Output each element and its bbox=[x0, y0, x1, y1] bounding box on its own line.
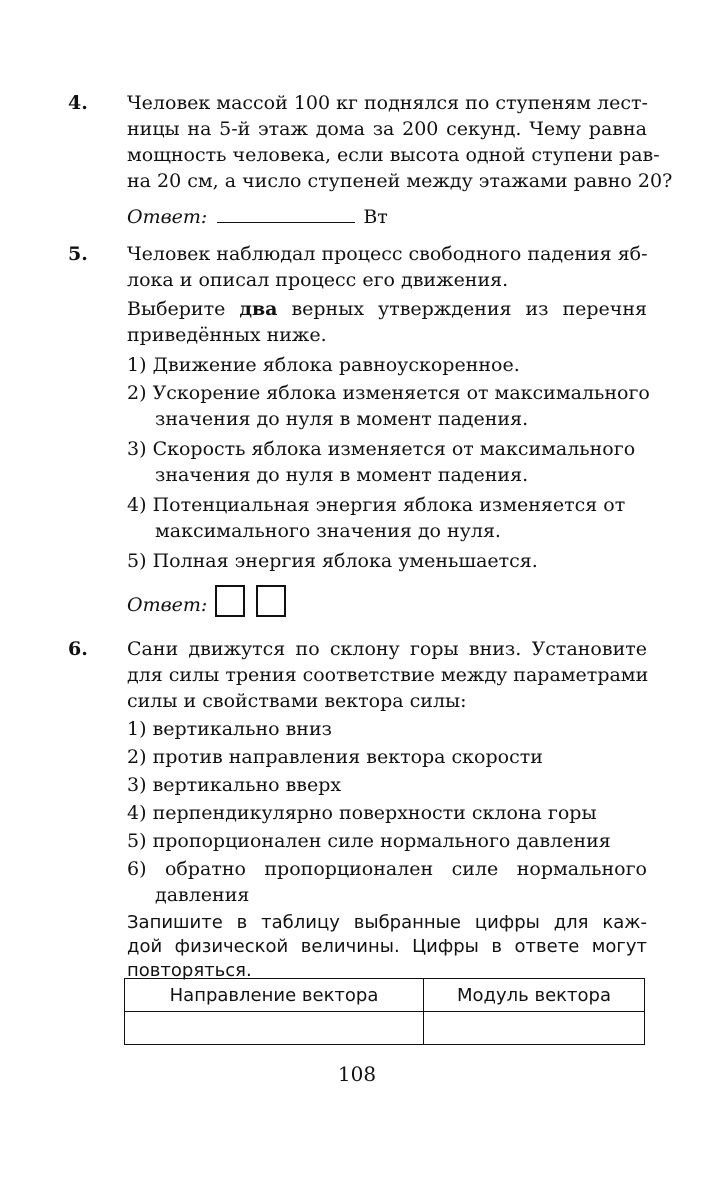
question-5-instruction bbox=[127, 296, 647, 322]
question-5-option-3-cont: значения до нуля в момент падения. bbox=[155, 464, 529, 486]
option-text: Ускорение яблока изменяется от максимального bbox=[152, 382, 650, 404]
question-6-option-1 bbox=[127, 716, 332, 742]
option-text: против направления вектора скорости bbox=[152, 746, 543, 768]
option-number: 1) bbox=[127, 354, 147, 376]
question-5-instruction-line-2: приведённых ниже. bbox=[127, 324, 327, 346]
option-number: 4) bbox=[127, 802, 147, 824]
answer-box-1[interactable] bbox=[215, 585, 245, 617]
question-6-option-6-cont: давления bbox=[155, 884, 250, 906]
option-number: 4) bbox=[127, 494, 147, 516]
option-number: 5) bbox=[127, 830, 147, 852]
question-6-instruction-1: Запишите в таблицу выбранные цифры для каж- bbox=[127, 912, 647, 933]
question-6-line-2: для силы трения соответствие между параметрами bbox=[127, 664, 649, 686]
option-number: 3) bbox=[127, 438, 147, 460]
option-text: пропорционален силе нормального давления bbox=[152, 830, 611, 852]
option-number: 2) bbox=[127, 746, 147, 768]
question-6-option-6 bbox=[127, 856, 647, 882]
option-text: перпендикулярно поверхности склона горы bbox=[152, 802, 597, 824]
question-5-answer-row bbox=[127, 592, 207, 618]
page-number: 108 bbox=[337, 1062, 377, 1086]
question-5-option-5 bbox=[127, 548, 538, 574]
option-number: 5) bbox=[127, 550, 147, 572]
question-5-option-2-cont: значения до нуля в момент падения. bbox=[155, 408, 529, 430]
question-6-line-1: Сани движутся по склону горы вниз. Установите bbox=[127, 638, 647, 660]
question-4-answer-row bbox=[127, 204, 388, 230]
instruction-post: верных утверждения из перечня bbox=[291, 298, 647, 320]
answer-table bbox=[124, 978, 645, 1045]
option-number: 1) bbox=[127, 718, 147, 740]
question-5-option-2 bbox=[127, 380, 650, 406]
question-5-line-2: лока и описал процесс его движения. bbox=[127, 269, 509, 291]
question-4-line-4: на 20 см, а число ступеней между этажами равно 20? bbox=[127, 170, 673, 192]
question-5-option-1 bbox=[127, 352, 520, 378]
question-5-line-1: Человек наблюдал процесс свободного падения яб- bbox=[127, 243, 648, 265]
question-4-line-1: Человек массой 100 кг поднялся по ступеням лест- bbox=[127, 92, 648, 114]
answer-cell-magnitude[interactable] bbox=[424, 1012, 645, 1045]
question-5-option-4-cont: максимального значения до нуля. bbox=[155, 520, 501, 542]
option-number: 3) bbox=[127, 774, 147, 796]
question-6-line-3: силы и свойствами вектора силы: bbox=[127, 690, 467, 712]
question-5-number: 5. bbox=[68, 243, 88, 265]
question-4-line-2: ницы на 5-й этаж дома за 200 секунд. Чему равна bbox=[127, 118, 647, 140]
option-text: Скорость яблока изменяется от максимального bbox=[152, 438, 636, 460]
option-number: 6) bbox=[127, 858, 147, 880]
question-4-number: 4. bbox=[68, 92, 88, 114]
question-6-instruction-3: повторяться. bbox=[127, 960, 252, 981]
table-header-direction: Направление вектора bbox=[125, 979, 424, 1012]
instruction-pre: Выберите bbox=[127, 298, 226, 320]
answer-blank[interactable] bbox=[217, 204, 355, 223]
answer-label: Ответ: bbox=[127, 206, 208, 228]
answer-cell-direction[interactable] bbox=[125, 1012, 424, 1045]
option-text: Полная энергия яблока уменьшается. bbox=[152, 550, 538, 572]
question-6-option-3 bbox=[127, 772, 341, 798]
question-6-instruction-2: дой физической величины. Цифры в ответе могут bbox=[127, 936, 647, 957]
option-number: 2) bbox=[127, 382, 147, 404]
question-6-number: 6. bbox=[68, 638, 88, 660]
option-text: обратно пропорционален силе нормального bbox=[164, 858, 647, 880]
question-5-option-3 bbox=[127, 436, 635, 462]
question-5-option-4 bbox=[127, 492, 625, 518]
option-text: Потенциальная энергия яблока изменяется от bbox=[152, 494, 626, 516]
option-text: Движение яблока равноускоренное. bbox=[152, 354, 520, 376]
question-6-option-2 bbox=[127, 744, 543, 770]
answer-label: Ответ: bbox=[127, 594, 208, 616]
question-6-option-5 bbox=[127, 828, 611, 854]
question-6-option-4 bbox=[127, 800, 597, 826]
option-text: вертикально вверх bbox=[152, 774, 342, 796]
question-4-line-3: мощность человека, если высота одной ступени рав- bbox=[127, 144, 660, 166]
answer-box-2[interactable] bbox=[256, 585, 286, 617]
instruction-bold: два bbox=[239, 298, 278, 320]
answer-unit: Вт bbox=[363, 206, 388, 228]
table-header-magnitude: Модуль вектора bbox=[424, 979, 645, 1012]
option-text: вертикально вниз bbox=[152, 718, 332, 740]
